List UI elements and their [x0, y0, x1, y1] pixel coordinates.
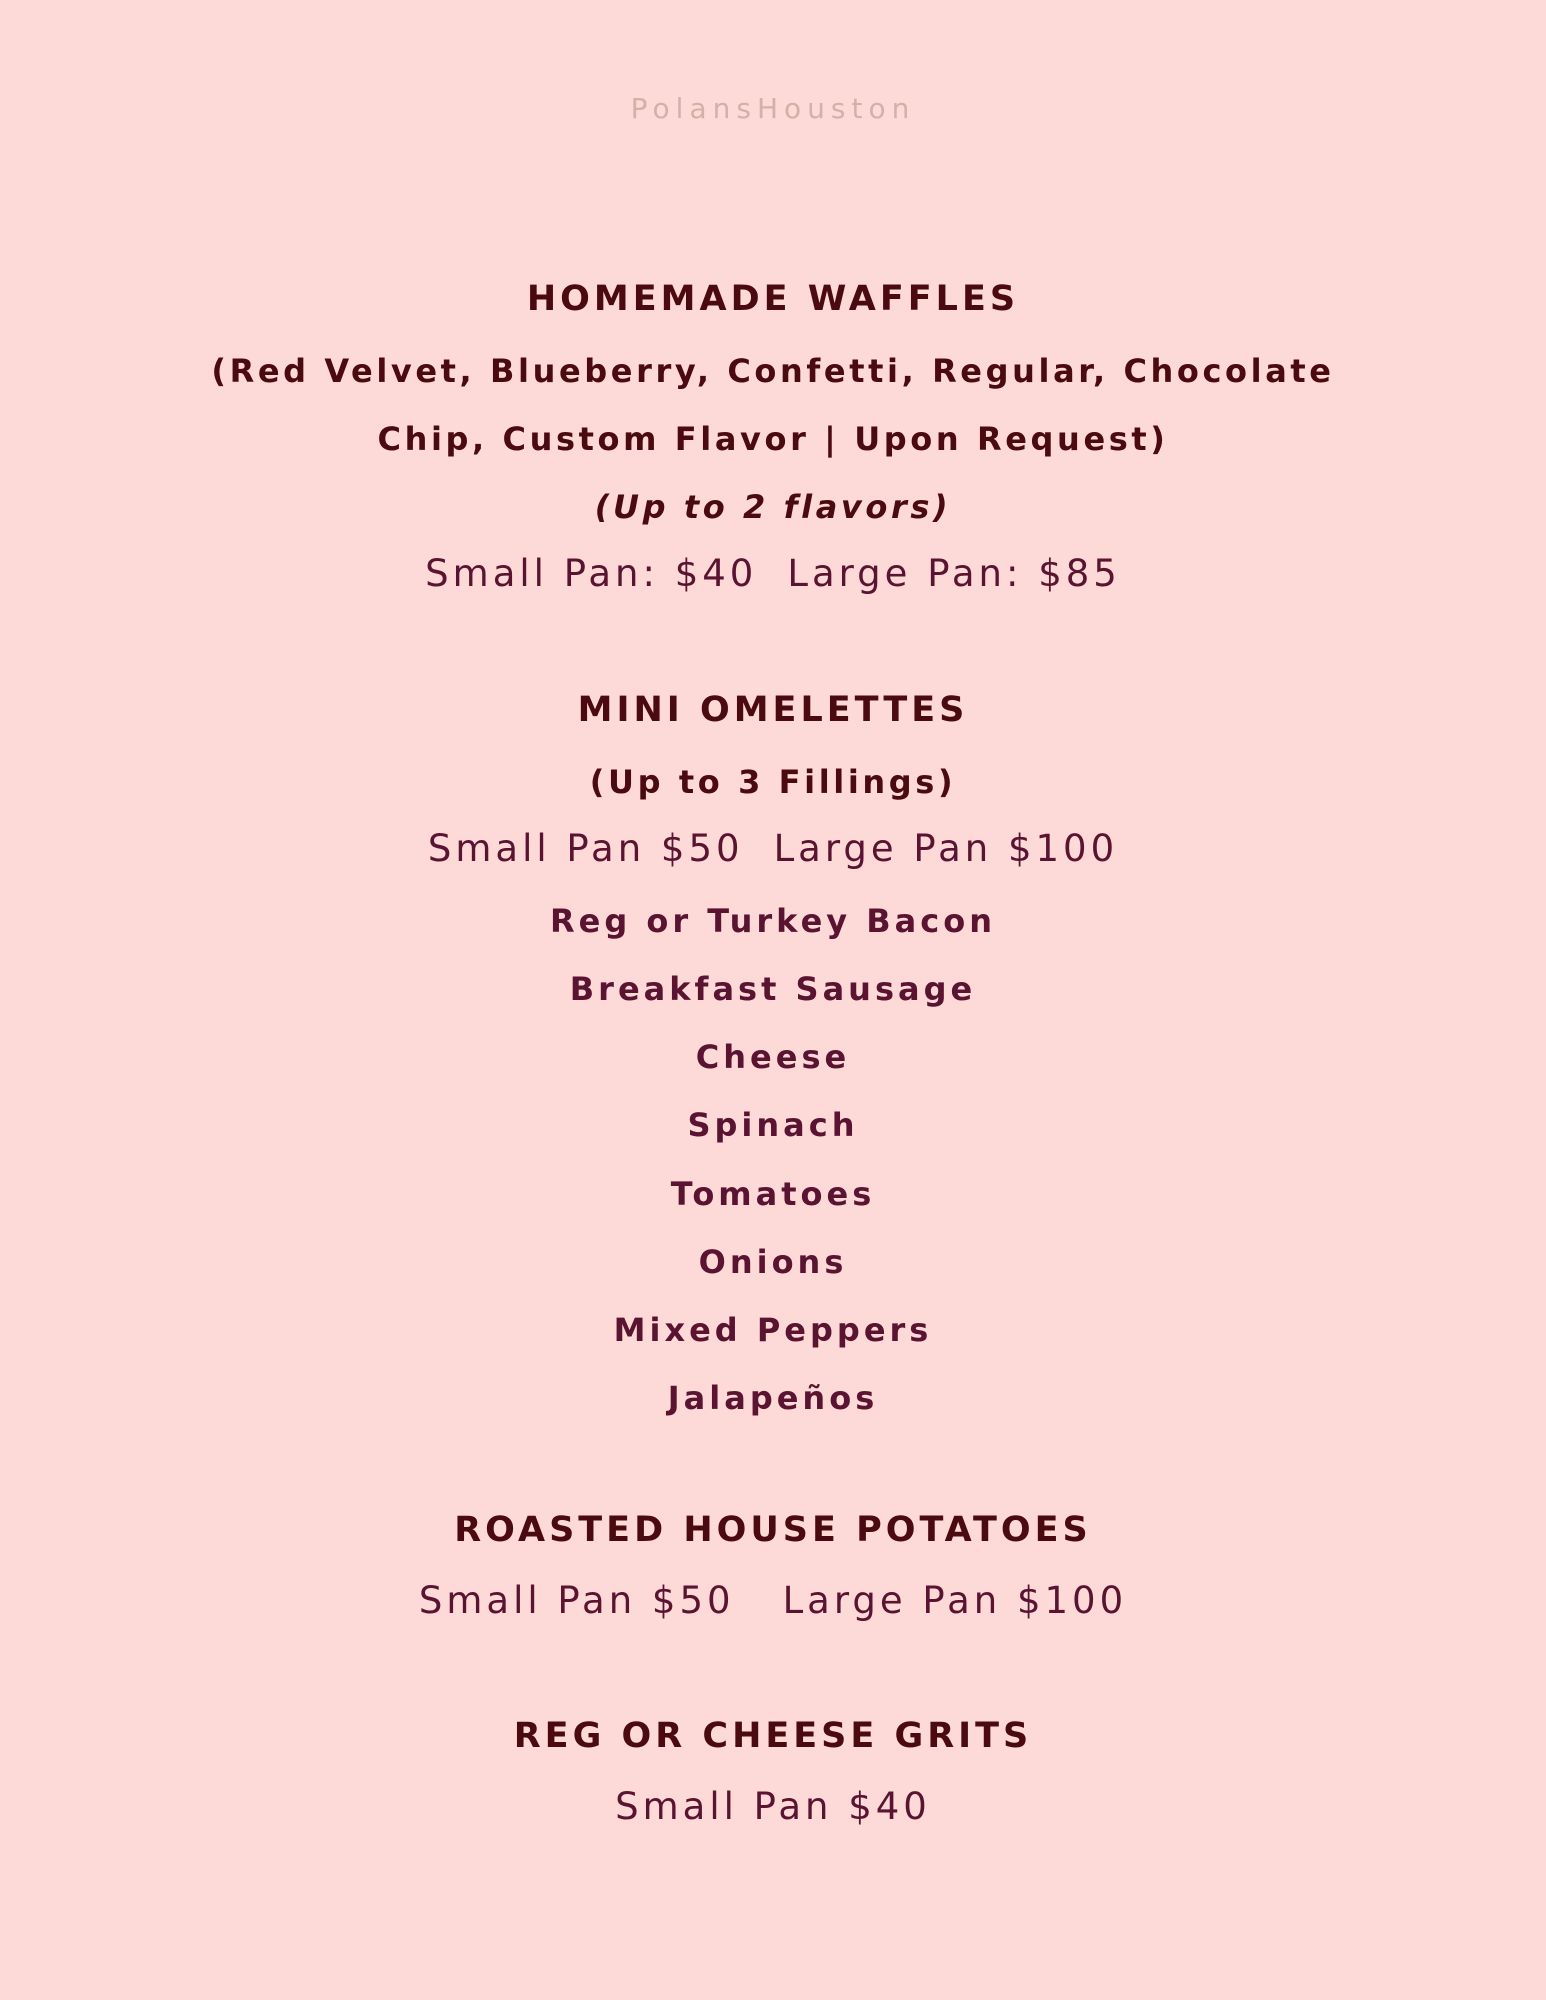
filling-item: Reg or Turkey Bacon: [549, 902, 996, 940]
grits-title: REG OR CHEESE GRITS: [513, 1716, 1033, 1756]
waffles-flavors-line2: Chip, Custom Flavor | Upon Request): [377, 420, 1169, 458]
filling-item: Cheese: [695, 1038, 851, 1076]
omelettes-price-small: Small Pan $50: [427, 827, 744, 870]
filling-item: Onions: [698, 1243, 848, 1281]
filling-item: Tomatoes: [670, 1175, 876, 1213]
filling-item: Spinach: [687, 1106, 859, 1144]
omelettes-price-large: Large Pan $100: [773, 827, 1119, 870]
omelettes-note: (Up to 3 Fillings): [589, 763, 957, 801]
potatoes-title: ROASTED HOUSE POTATOES: [454, 1510, 1092, 1550]
potatoes-prices: [0, 1579, 1546, 1622]
waffles-flavors-line1: (Red Velvet, Blueberry, Confetti, Regular, Chocolate: [211, 352, 1335, 390]
waffles-note: (Up to 2 flavors): [594, 488, 952, 526]
filling-item: Jalapeños: [667, 1379, 879, 1417]
potatoes-price-small: Small Pan $50: [418, 1579, 735, 1622]
filling-item: Mixed Peppers: [613, 1311, 933, 1349]
brand-name: PolansHouston: [630, 92, 916, 125]
waffles-title: HOMEMADE WAFFLES: [526, 279, 1020, 319]
waffles-price-large: Large Pan: $85: [787, 552, 1121, 595]
potatoes-price-large: Large Pan $100: [782, 1579, 1128, 1622]
filling-item: Breakfast Sausage: [569, 970, 977, 1008]
waffles-price-small: Small Pan: $40: [425, 552, 758, 595]
grits-price-small: Small Pan $40: [615, 1785, 931, 1828]
omelettes-prices: [0, 827, 1546, 870]
waffles-prices: [0, 552, 1546, 595]
omelettes-title: MINI OMELETTES: [577, 690, 969, 730]
